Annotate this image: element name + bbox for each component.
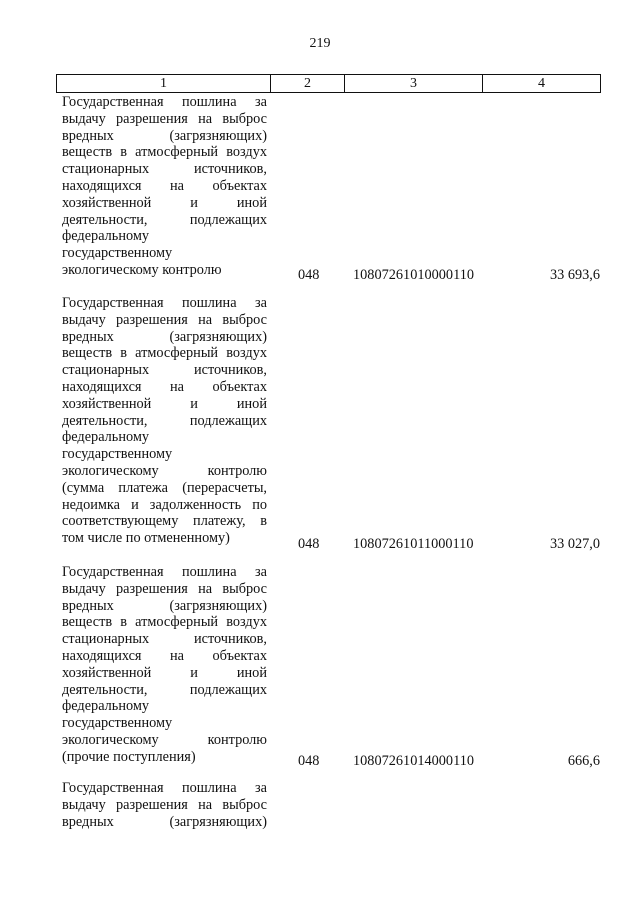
row-description <box>62 780 267 830</box>
description-line: находящихся на объектах <box>62 177 267 194</box>
description-line: выдачу разрешения на выброс <box>62 796 267 813</box>
description-line: федеральному <box>62 228 150 245</box>
row-description <box>62 564 267 766</box>
description-line: веществ в атмосферный воздух <box>62 345 267 362</box>
page-number: 219 <box>309 36 331 51</box>
description-line: выдачу разрешения на выброс <box>62 580 267 597</box>
admin-code: 048 <box>298 267 320 283</box>
budget-code: 10807261010000110 <box>353 267 474 283</box>
description-line: государственному <box>62 446 173 463</box>
description-line: государственному <box>62 715 173 732</box>
column-header-row <box>57 75 601 93</box>
description-line: деятельности, подлежащих <box>62 412 267 429</box>
description-line: находящихся на объектах <box>62 378 267 395</box>
description-line: экологическому контролю <box>62 731 267 748</box>
column-header-4: 4 <box>483 75 601 93</box>
description-line: недоимка и задолженность по <box>62 496 267 513</box>
description-line: федеральному <box>62 698 150 715</box>
description-line: вредных (загрязняющих) <box>62 127 267 144</box>
description-line: деятельности, подлежащих <box>62 681 267 698</box>
description-line: Государственная пошлина за <box>62 564 267 580</box>
description-line: веществ в атмосферный воздух <box>62 614 267 631</box>
description-line: стационарных источников, <box>62 161 267 178</box>
description-line: Государственная пошлина за <box>62 780 267 796</box>
budget-code: 10807261014000110 <box>353 753 474 769</box>
column-header-2: 2 <box>271 75 345 93</box>
description-line: Государственная пошлина за <box>62 94 267 110</box>
description-line: вредных (загрязняющих) <box>62 328 267 345</box>
description-line: вредных (загрязняющих) <box>62 597 267 614</box>
amount: 33 693,6 <box>549 267 600 283</box>
column-header-3: 3 <box>345 75 483 93</box>
description-line: вредных (загрязняющих) <box>62 813 267 830</box>
description-line: Государственная пошлина за <box>62 295 267 311</box>
column-header-table <box>56 74 601 93</box>
description-line: том числе по отмененному) <box>62 530 230 547</box>
description-line: хозяйственной и иной <box>62 395 267 412</box>
description-line: находящихся на объектах <box>62 647 267 664</box>
description-line: хозяйственной и иной <box>62 664 267 681</box>
column-header-1: 1 <box>57 75 271 93</box>
description-line: государственному <box>62 245 173 262</box>
amount: 666,6 <box>567 753 600 769</box>
row-description <box>62 295 267 547</box>
description-line: экологическому контролю <box>62 462 267 479</box>
description-line: экологическому контролю <box>62 261 222 278</box>
budget-code: 10807261011000110 <box>353 536 474 552</box>
description-line: деятельности, подлежащих <box>62 211 267 228</box>
row-description <box>62 94 267 279</box>
description-line: федеральному <box>62 429 150 446</box>
description-line: стационарных источников, <box>62 631 267 648</box>
description-line: хозяйственной и иной <box>62 194 267 211</box>
admin-code: 048 <box>298 536 320 552</box>
description-line: (сумма платежа (перерасчеты, <box>62 479 267 496</box>
amount: 33 027,0 <box>549 536 600 552</box>
admin-code: 048 <box>298 753 320 769</box>
description-line: стационарных источников, <box>62 362 267 379</box>
description-line: выдачу разрешения на выброс <box>62 110 267 127</box>
description-line: (прочие поступления) <box>62 748 196 765</box>
description-line: веществ в атмосферный воздух <box>62 144 267 161</box>
description-line: выдачу разрешения на выброс <box>62 311 267 328</box>
description-line: соответствующему платежу, в <box>62 513 267 530</box>
